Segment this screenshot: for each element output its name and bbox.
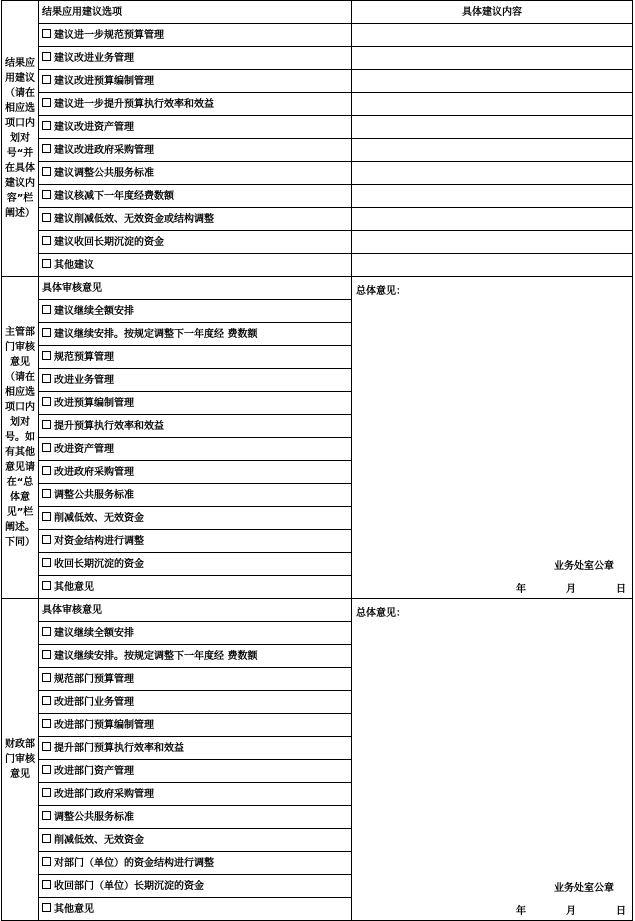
checkbox-icon[interactable] — [42, 765, 51, 774]
sec2-option-label: 削减低效、无效资金 — [54, 512, 144, 524]
sec3-option — [39, 783, 352, 806]
checkbox-icon[interactable] — [42, 52, 51, 61]
sec3-side-label: 财政部门审核意见 — [2, 599, 39, 921]
checkbox-icon[interactable] — [42, 374, 51, 383]
checkbox-icon[interactable] — [42, 512, 51, 521]
sec1-option — [39, 208, 352, 231]
sec2-date-line — [516, 579, 626, 599]
sec1-option-row — [2, 231, 633, 254]
sec3-date-year: 年 — [516, 906, 526, 917]
checkbox-icon[interactable] — [42, 167, 51, 176]
sec3-option-label: 收回部门（单位）长期沉淀的资金 — [54, 880, 204, 892]
sec3-option-label: 改进部门业务管理 — [54, 696, 134, 708]
sec1-option-row — [2, 116, 633, 139]
sec1-header-row — [2, 1, 633, 24]
checkbox-icon[interactable] — [42, 489, 51, 498]
checkbox-icon[interactable] — [42, 673, 51, 682]
sec2-option-label: 改进业务管理 — [54, 374, 114, 386]
sec1-option-label: 建议收回长期沉淀的资金 — [54, 236, 164, 248]
sec3-option-label: 其他意见 — [54, 903, 94, 915]
sec1-option — [39, 47, 352, 70]
sec3-overall-label: 总体意见： — [356, 608, 406, 619]
sec1-option — [39, 70, 352, 93]
sec1-suggestion-cell[interactable] — [352, 162, 633, 185]
sec1-option-label: 建议进一步规范预算管理 — [54, 29, 164, 41]
sec3-option — [39, 691, 352, 714]
sec1-option-label: 建议削减低效、无效资金或结构调整 — [54, 213, 214, 225]
checkbox-icon[interactable] — [42, 420, 51, 429]
sec3-option — [39, 760, 352, 783]
sec3-option-label: 提升部门预算执行效率和效益 — [54, 742, 184, 754]
sec2-date-month: 月 — [566, 584, 576, 595]
checkbox-icon[interactable] — [42, 903, 51, 912]
sec2-option — [39, 530, 352, 553]
checkbox-icon[interactable] — [42, 75, 51, 84]
sec2-overall-label: 总体意见： — [356, 286, 406, 297]
sec2-option-label: 改进资产管理 — [54, 443, 114, 455]
sec2-option-label: 规范预算管理 — [54, 351, 114, 363]
sec1-option — [39, 116, 352, 139]
sec1-option — [39, 185, 352, 208]
sec2-option-label: 建议继续安排。按规定调整下一年度经 费数额 — [54, 328, 258, 340]
sec2-side-label: 主管部门审核意见（请在相应选项口内划对号。如有其他意见请在“总体意见”栏阐述。下同） — [2, 277, 39, 599]
sec1-suggestion-cell[interactable] — [352, 139, 633, 162]
sec1-header-left: 结果应用建议选项 — [39, 1, 352, 24]
sec2-option-label: 改进政府采购管理 — [54, 466, 134, 478]
sec3-header-row — [2, 599, 633, 622]
sec1-option-label: 建议改进预算编制管理 — [54, 75, 154, 87]
sec1-suggestion-cell[interactable] — [352, 93, 633, 116]
checkbox-icon[interactable] — [42, 121, 51, 130]
sec3-header-left: 具体审核意见 — [39, 599, 352, 622]
sec1-option — [39, 139, 352, 162]
evaluation-form-table — [1, 0, 633, 921]
sec1-option-label: 建议改进业务管理 — [54, 52, 134, 64]
sec3-stamp-label: 业务处室公章 — [554, 883, 614, 894]
sec2-option-label: 提升预算执行效率和效益 — [54, 420, 164, 432]
sec1-option-row — [2, 93, 633, 116]
checkbox-icon[interactable] — [42, 305, 51, 314]
sec1-option-label: 建议核减下一年度经费数额 — [54, 190, 174, 202]
sec2-option-label: 其他意见 — [54, 581, 94, 593]
sec1-suggestion-cell[interactable] — [352, 254, 633, 277]
checkbox-icon[interactable] — [42, 98, 51, 107]
checkbox-icon[interactable] — [42, 466, 51, 475]
sec3-option-label: 改进部门资产管理 — [54, 765, 134, 777]
sec1-option-label: 建议改进资产管理 — [54, 121, 134, 133]
checkbox-icon[interactable] — [42, 535, 51, 544]
sec1-option — [39, 231, 352, 254]
sec3-date-month: 月 — [566, 906, 576, 917]
checkbox-icon[interactable] — [42, 650, 51, 659]
sec2-option — [39, 438, 352, 461]
sec3-option — [39, 898, 352, 921]
checkbox-icon[interactable] — [42, 742, 51, 751]
sec3-option-label: 改进部门预算编制管理 — [54, 719, 154, 731]
sec2-date-day: 日 — [616, 584, 626, 595]
sec1-option — [39, 93, 352, 116]
sec1-option — [39, 162, 352, 185]
sec1-suggestion-cell[interactable] — [352, 185, 633, 208]
sec2-option-label: 建议继续全额安排 — [54, 305, 134, 317]
checkbox-icon[interactable] — [42, 696, 51, 705]
sec2-option — [39, 346, 352, 369]
sec3-overall-opinion-cell[interactable] — [352, 599, 633, 921]
checkbox-icon[interactable] — [42, 788, 51, 797]
sec1-suggestion-cell[interactable] — [352, 231, 633, 254]
sec3-option-label: 调整公共服务标准 — [54, 811, 134, 823]
sec3-option — [39, 875, 352, 898]
sec1-option-label: 建议进一步提升预算执行效率和效益 — [54, 98, 214, 110]
sec3-option-label: 建议继续全额安排 — [54, 627, 134, 639]
checkbox-icon[interactable] — [42, 190, 51, 199]
sec3-option-label: 对部门（单位）的资金结构进行调整 — [54, 857, 214, 869]
sec3-option — [39, 806, 352, 829]
sec3-option-label: 削减低效、无效资金 — [54, 834, 144, 846]
sec1-option-row — [2, 254, 633, 277]
sec2-option — [39, 392, 352, 415]
sec1-suggestion-cell[interactable] — [352, 116, 633, 139]
sec1-option-row — [2, 24, 633, 47]
checkbox-icon[interactable] — [42, 213, 51, 222]
sec1-option — [39, 254, 352, 277]
sec3-date-day: 日 — [616, 906, 626, 917]
sec1-option — [39, 24, 352, 47]
sec2-date-year: 年 — [516, 584, 526, 595]
sec2-overall-opinion-cell[interactable] — [352, 277, 633, 599]
sec1-suggestion-cell[interactable] — [352, 208, 633, 231]
checkbox-icon[interactable] — [42, 328, 51, 337]
checkbox-icon[interactable] — [42, 857, 51, 866]
sec3-option — [39, 829, 352, 852]
sec3-option-label: 规范部门预算管理 — [54, 673, 134, 685]
sec3-option — [39, 668, 352, 691]
sec2-option — [39, 300, 352, 323]
checkbox-icon[interactable] — [42, 811, 51, 820]
sec2-option — [39, 415, 352, 438]
sec3-option — [39, 622, 352, 645]
sec2-option — [39, 484, 352, 507]
sec1-option-row — [2, 162, 633, 185]
sec1-option-label: 建议改进政府采购管理 — [54, 144, 154, 156]
checkbox-icon[interactable] — [42, 719, 51, 728]
checkbox-icon[interactable] — [42, 834, 51, 843]
sec3-option — [39, 645, 352, 668]
checkbox-icon[interactable] — [42, 259, 51, 268]
sec2-option-label: 调整公共服务标准 — [54, 489, 134, 501]
checkbox-icon[interactable] — [42, 29, 51, 38]
checkbox-icon[interactable] — [42, 236, 51, 245]
sec2-option-label: 改进预算编制管理 — [54, 397, 134, 409]
sec1-option-row — [2, 70, 633, 93]
sec3-option — [39, 852, 352, 875]
sec2-option — [39, 576, 352, 599]
sec1-option-label: 其他建议 — [54, 259, 94, 271]
checkbox-icon[interactable] — [42, 443, 51, 452]
sec1-option-row — [2, 208, 633, 231]
sec2-option — [39, 461, 352, 484]
sec2-option — [39, 507, 352, 530]
sec3-option — [39, 714, 352, 737]
sec2-header-left: 具体审核意见 — [39, 277, 352, 300]
sec1-suggestion-cell[interactable] — [352, 47, 633, 70]
checkbox-icon[interactable] — [42, 144, 51, 153]
checkbox-icon[interactable] — [42, 880, 51, 889]
sec1-side-label: 结果应用建议（请在相应选项口内划对号“并在具体建议内容”栏阐述） — [2, 1, 39, 277]
sec1-header-right: 具体建议内容 — [352, 1, 633, 24]
sec2-option — [39, 369, 352, 392]
sec3-option — [39, 737, 352, 760]
sec1-option-row — [2, 47, 633, 70]
checkbox-icon[interactable] — [42, 627, 51, 636]
sec1-suggestion-cell[interactable] — [352, 70, 633, 93]
sec3-option-label: 建议继续安排。按规定调整下一年度经 费数额 — [54, 650, 258, 662]
sec2-header-row — [2, 277, 633, 300]
sec1-option-row — [2, 185, 633, 208]
checkbox-icon[interactable] — [42, 581, 51, 590]
sec2-option — [39, 553, 352, 576]
sec2-option-label: 对资金结构进行调整 — [54, 535, 144, 547]
sec2-stamp-label: 业务处室公章 — [554, 561, 614, 572]
checkbox-icon[interactable] — [42, 558, 51, 567]
checkbox-icon[interactable] — [42, 397, 51, 406]
sec3-date-line — [516, 901, 626, 921]
sec1-option-label: 建议调整公共服务标准 — [54, 167, 154, 179]
sec1-option-row — [2, 139, 633, 162]
sec3-option-label: 改进部门政府采购管理 — [54, 788, 154, 800]
sec2-option-label: 收回长期沉淀的资金 — [54, 558, 144, 570]
checkbox-icon[interactable] — [42, 351, 51, 360]
sec2-option — [39, 323, 352, 346]
sec1-suggestion-cell[interactable] — [352, 24, 633, 47]
